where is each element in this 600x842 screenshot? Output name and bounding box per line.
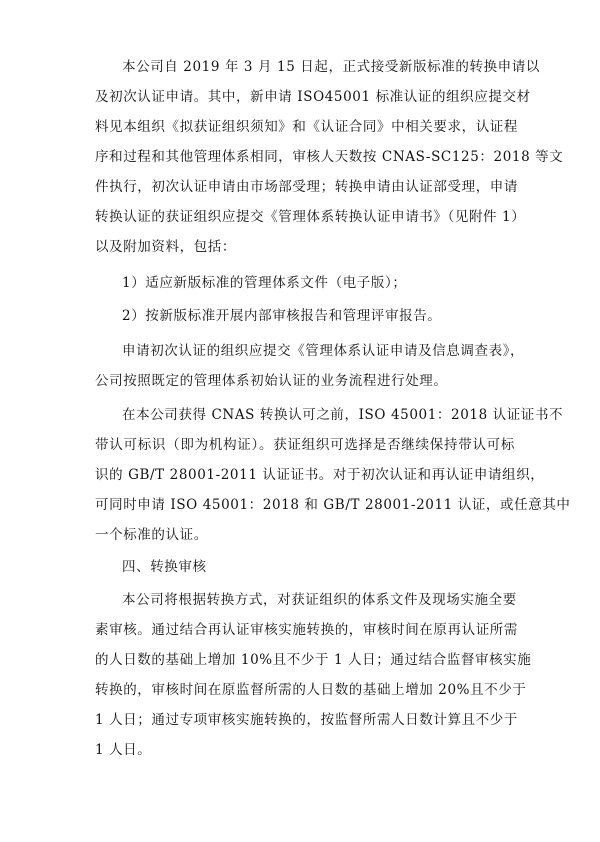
text-line: 四、转换审核 (122, 559, 207, 575)
text-line: 本公司自 2019 年 3 月 15 日起，正式接受新版标准的转换申请以 (122, 59, 540, 75)
text-line: 转换的，审核时间在原监督所需的人日数的基础上增加 20%且不少于 (95, 682, 527, 698)
paragraph-application-intro (95, 52, 564, 262)
text-line: 素审核。通过结合再认证审核实施转换的，审核时间在原再认证所需 (95, 622, 518, 638)
text-line: 在本公司获得 CNAS 转换认可之前，ISO 45001：2018 认证证书不 (122, 407, 564, 423)
section-heading-transition-audit (95, 552, 515, 582)
text-line: 1）适应新版标准的管理体系文件（电子版）； (122, 275, 407, 291)
text-line: 2）按新版标准开展内部审核报告和管理评审报告。 (122, 308, 442, 324)
text-line: 本公司将根据转换方式，对获证组织的体系文件及现场实施全要 (122, 592, 517, 608)
paragraph-transition-audit (95, 585, 532, 765)
paragraph-cnas-accreditation (95, 400, 571, 550)
text-line: 可同时申请 ISO 45001：2018 和 GB/T 28001-2011 认证，或任意其中 (95, 497, 571, 513)
list-item-document-requirement (95, 268, 515, 298)
text-line: 料见本组织《拟获证组织须知》和《认证合同》中相关要求，认证程 (95, 119, 518, 135)
list-item-audit-report-requirement (95, 301, 515, 331)
text-line: 及初次认证申请。其中，新申请 ISO45001 标准认证的组织应提交材 (95, 89, 531, 105)
text-line: 转换认证的获证组织应提交《管理体系转换认证申请书》（见附件 1） (95, 209, 526, 225)
text-line: 以及附加资料，包括： (95, 239, 236, 255)
text-line: 件执行，初次认证申请由市场部受理；转换申请由认证部受理，申请 (95, 179, 518, 195)
paragraph-initial-certification (95, 336, 525, 396)
text-line: 的人日数的基础上增加 10%且不少于 1 人日；通过结合监督审核实施 (95, 652, 532, 668)
text-line: 识的 GB/T 28001-2011 认证证书。对于初次认证和再认证申请组织， (95, 467, 545, 483)
text-line: 申请初次认证的组织应提交《管理体系认证申请及信息调查表》， (122, 343, 525, 359)
text-line: 带认可标识（即为机构证）。获证组织可选择是否继续保持带认可标 (95, 437, 515, 453)
text-line: 一个标准的认证。 (95, 527, 208, 543)
text-line: 1 人日。 (95, 742, 152, 758)
text-line: 公司按照既定的管理体系初始认证的业务流程进行处理。 (95, 373, 448, 389)
text-line: 1 人日；通过专项审核实施转换的，按监督所需人日数计算且不少于 (95, 712, 518, 728)
text-line: 序和过程和其他管理体系相同，审核人天数按 CNAS-SC125：2018 等文 (95, 149, 564, 165)
